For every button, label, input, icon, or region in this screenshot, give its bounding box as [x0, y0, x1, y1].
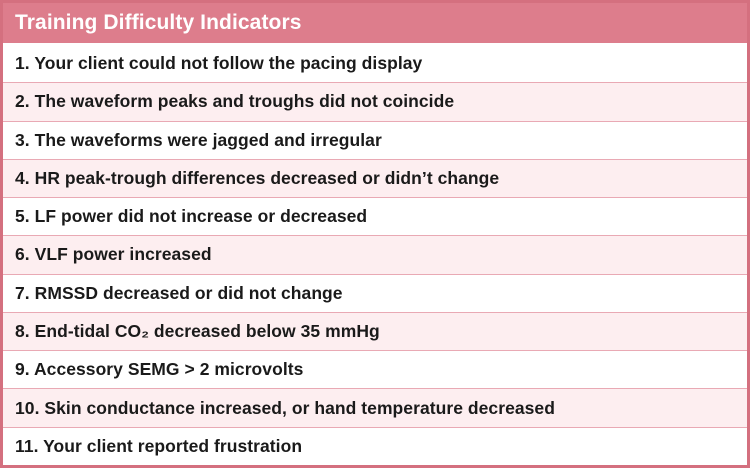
table-row	[3, 122, 747, 160]
table-title: Training Difficulty Indicators	[3, 3, 747, 45]
row-label-9: 9. Accessory SEMG > 2 microvolts	[15, 359, 304, 380]
table-row	[3, 160, 747, 198]
table-row	[3, 351, 747, 389]
table-row	[3, 83, 747, 121]
row-label-11: 11. Your client reported frustration	[15, 435, 303, 456]
table-row	[3, 428, 747, 465]
table-row	[3, 236, 747, 274]
row-label-5: 5. LF power did not increase or decreased	[15, 206, 368, 227]
row-label-7: 7. RMSSD decreased or did not change	[15, 282, 343, 303]
table-row	[3, 275, 747, 313]
table-row	[3, 389, 747, 427]
table-row	[3, 313, 747, 351]
table-body	[3, 45, 747, 465]
row-label-3: 3. The waveforms were jagged and irregular	[15, 129, 382, 150]
row-label-8: 8. End-tidal CO₂ decreased below 35 mmHg	[15, 320, 380, 341]
row-label-10: 10. Skin conductance increased, or hand temperature decreased	[15, 397, 555, 418]
table-row	[3, 198, 747, 236]
row-label-1: 1. Your client could not follow the pacing display	[15, 53, 423, 74]
row-label-6: 6. VLF power increased	[15, 244, 212, 265]
table-row	[3, 45, 747, 83]
row-label-2: 2. The waveform peaks and troughs did not coincide	[15, 91, 455, 112]
row-label-4: 4. HR peak-trough differences decreased or didn’t change	[15, 167, 500, 188]
